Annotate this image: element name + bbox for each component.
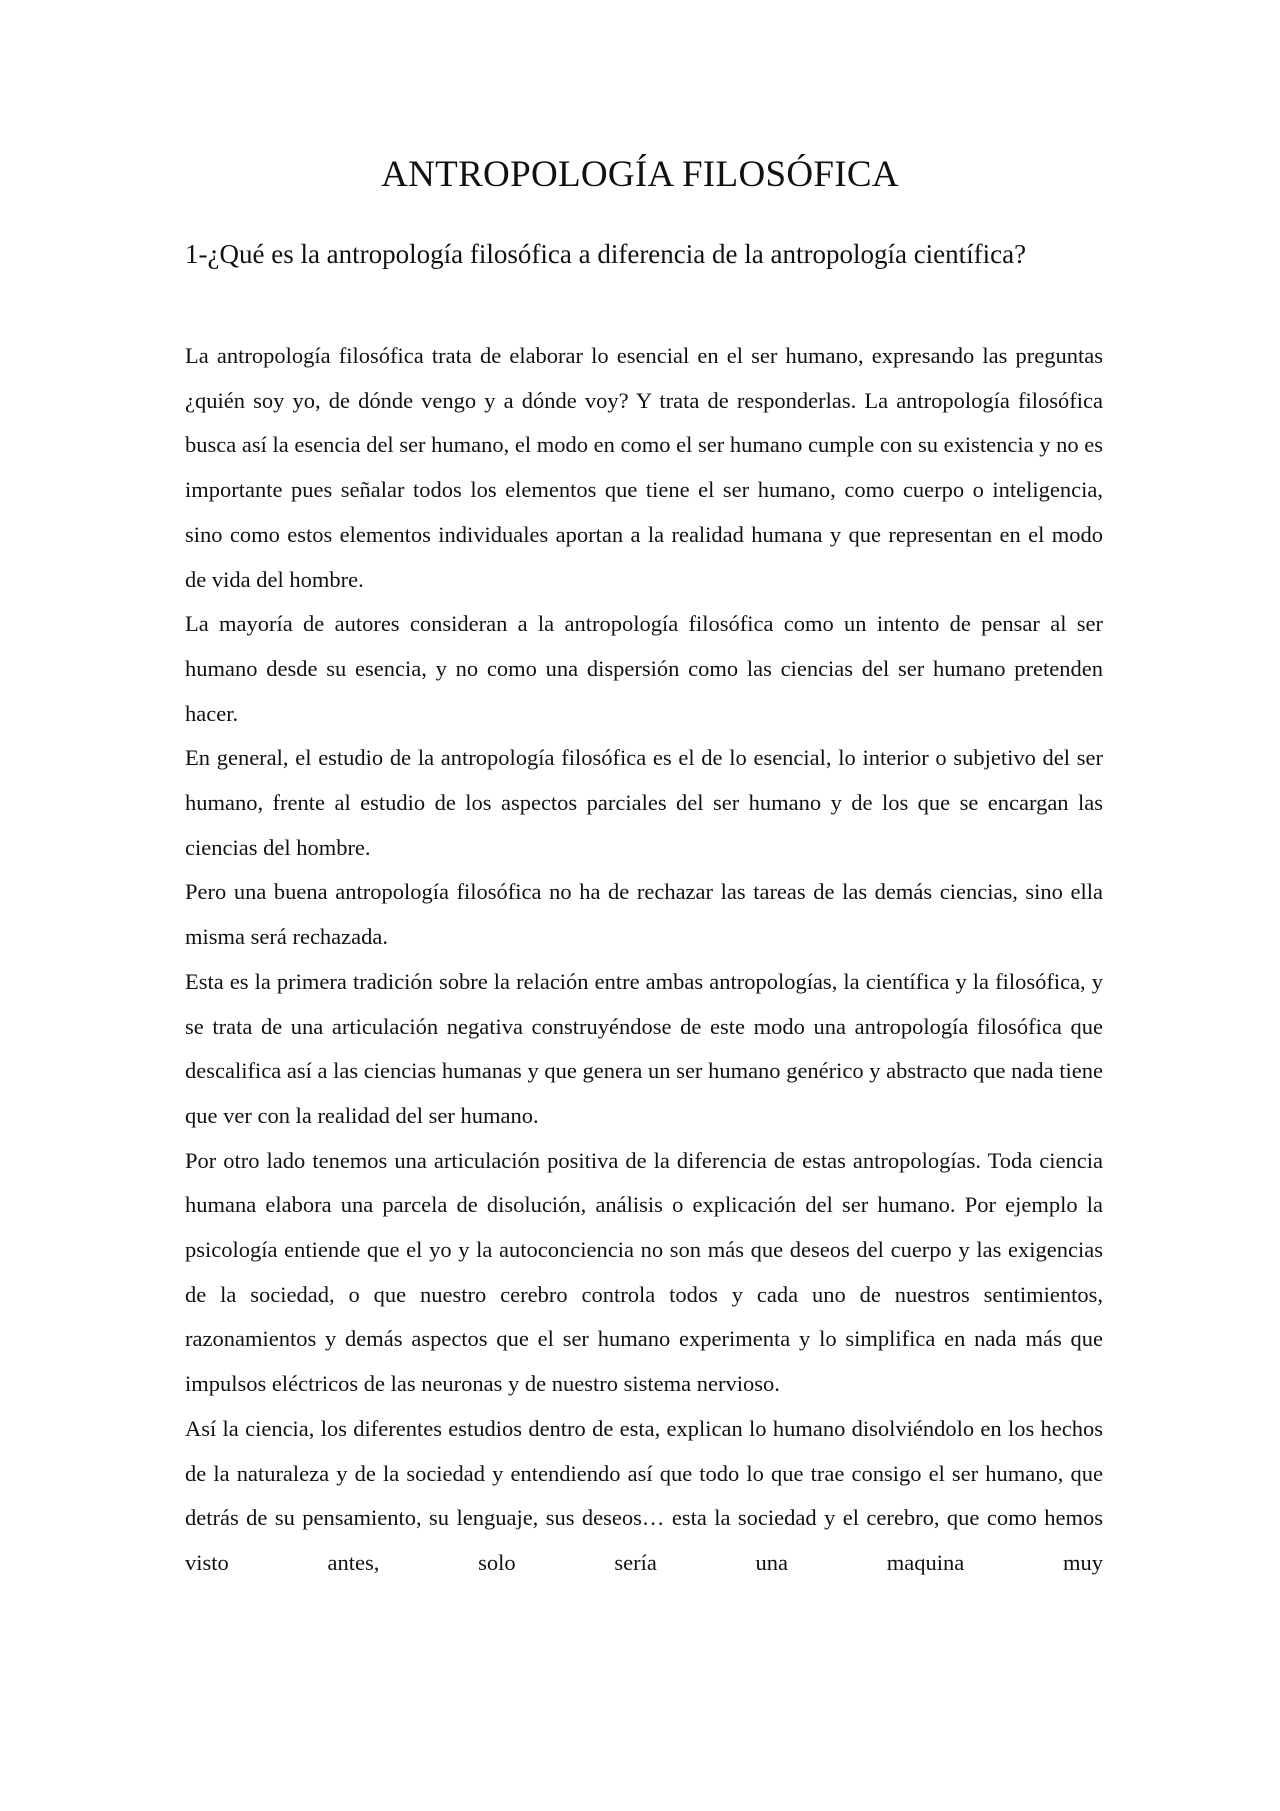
body-text — [185, 334, 1103, 1586]
paragraph-7: Así la ciencia, los diferentes estudios dentro de esta, explican lo humano disolviéndolo en los hechos de la naturaleza y de la sociedad y entendiendo así que todo lo que trae consigo el ser humano, que detrás de su pensamiento, su lenguaje, sus deseos… esta la sociedad y el cerebro, que como hemos visto antes, solo sería una maquina muy — [185, 1415, 1103, 1575]
paragraph-2: La mayoría de autores consideran a la antropología filosófica como un intento de pensar al ser humano desde su esencia, y no como una dispersión como las ciencias del ser humano pretenden hacer. — [185, 611, 1103, 726]
paragraph-1: La antropología filosófica trata de elaborar lo esencial en el ser humano, expresando las preguntas ¿quién soy yo, de dónde vengo y a dónde voy? Y trata de responderlas. La antropología filosófica busca así la esencia del ser humano, el modo en como el ser humano cumple con su existencia y no es importante pues señalar todos los elementos que tiene el ser humano, como cuerpo o inteligencia, sino como estos elementos individuales aportan a la realidad humana y que representan en el modo de vida del hombre. — [185, 343, 1103, 592]
paragraph-3: En general, el estudio de la antropología filosófica es el de lo esencial, lo interior o subjetivo del ser humano, frente al estudio de los aspectos parciales del ser humano y de los que se encargan las ciencias del hombre. — [185, 745, 1103, 860]
paragraph-4: Pero una buena antropología filosófica no ha de rechazar las tareas de las demás ciencias, sino ella misma será rechazada. — [185, 879, 1103, 950]
question-heading: 1-¿Qué es la antropología filosófica a diferencia de la antropología científica? — [185, 239, 1027, 269]
document-title: ANTROPOLOGÍA FILOSÓFICA — [381, 154, 899, 195]
paragraph-6: Por otro lado tenemos una articulación positiva de la diferencia de estas antropologías. Toda ciencia humana elabora una parcela de disolución, análisis o explicación del ser humano. Por ejemplo la psicología entiende que el yo y la autoconciencia no son más que deseos del cuerpo y las exigencias de la sociedad, o que nuestro cerebro controla todos y cada uno de nuestros sentimientos, razonamientos y demás aspectos que el ser humano experimenta y lo simplifica en nada más que impulsos eléctricos de las neuronas y de nuestro sistema nervioso. — [185, 1147, 1103, 1397]
paragraph-5: Esta es la primera tradición sobre la relación entre ambas antropologías, la científica y la filosófica, y se trata de una articulación negativa construyéndose de este modo una antropología filosófica que descalifica así a las ciencias humanas y que genera un ser humano genérico y abstracto que nada tiene que ver con la realidad del ser humano. — [185, 968, 1103, 1128]
